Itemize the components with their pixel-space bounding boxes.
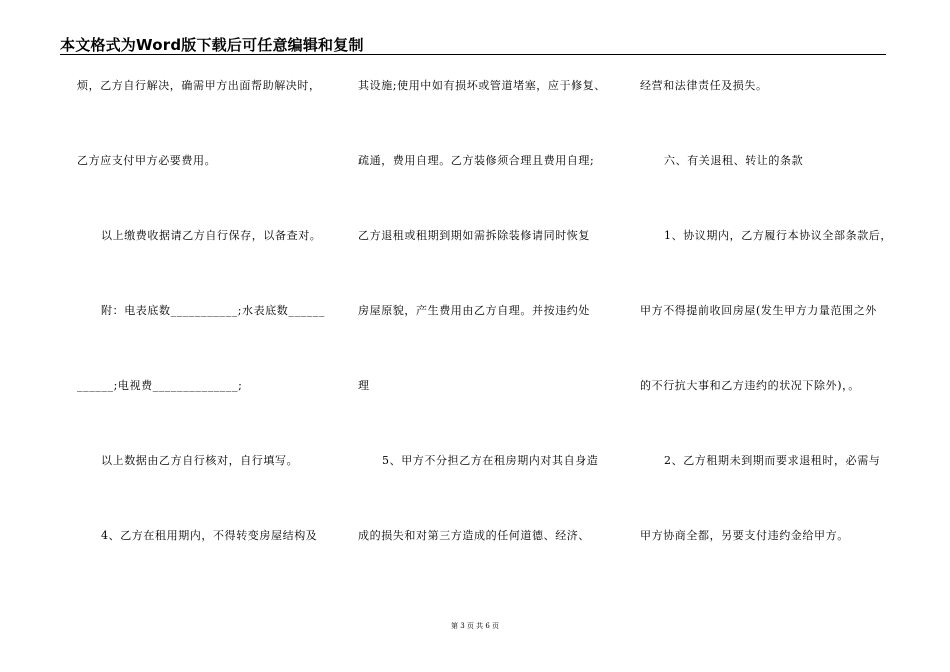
paragraph-line: 理 xyxy=(358,379,370,392)
paragraph-line: 以上数据由乙方自行核对，自行填写。 xyxy=(101,454,299,467)
paragraph-line: 的不行抗大事和乙方违约的状况下除外)，。 xyxy=(640,379,860,392)
paragraph-line: 烦，乙方自行解决，确需甲方出面帮助解决时， xyxy=(77,79,321,92)
paragraph-line: 1、协议期内，乙方履行本协议全部条款后， xyxy=(664,229,892,242)
paragraph-line: 其设施;使用中如有损坏或管道堵塞，应于修复、 xyxy=(358,79,606,92)
paragraph-line: 2、乙方租期未到期而要求退租时，必需与 xyxy=(664,454,881,467)
page-number: 第 3 页 共 6 页 xyxy=(450,622,500,630)
text-column-1 xyxy=(77,0,332,672)
paragraph-line: 乙方退租或租期到期如需拆除装修请同时恢复 xyxy=(358,229,590,242)
paragraph-line: 5、甲方不分担乙方在租房期内对其自身造 xyxy=(382,454,599,467)
paragraph-line: 附：电表底数___________;水表底数______ xyxy=(101,304,326,317)
paragraph-line: 甲方不得提前收回房屋(发生甲方力量范围之外 xyxy=(640,304,877,317)
section-heading: 六、有关退租、转让的条款 xyxy=(664,154,804,167)
text-column-2 xyxy=(358,0,613,672)
paragraph-line: 房屋原貌，产生费用由乙方自理。并按违约处 xyxy=(358,304,590,317)
text-column-3 xyxy=(640,0,890,672)
paragraph-line: 以上缴费收据请乙方自行保存，以备查对。 xyxy=(101,229,322,242)
paragraph-line: 成的损失和对第三方造成的任何道德、经济、 xyxy=(358,529,590,542)
paragraph-line: 乙方应支付甲方必要费用。 xyxy=(77,154,217,167)
paragraph-line: ______;电视费______________; xyxy=(77,379,243,392)
paragraph-line: 经营和法律责任及损失。 xyxy=(640,79,768,92)
document-header-title: 本文格式为Word版下载后可任意编辑和复制 xyxy=(60,36,364,54)
paragraph-line: 甲方协商全都，另要支付违约金给甲方。 xyxy=(640,529,849,542)
paragraph-line: 疏通，费用自理。乙方装修须合理且费用自理; xyxy=(358,154,595,167)
paragraph-line: 4、乙方在租用期内，不得转变房屋结构及 xyxy=(101,529,318,542)
